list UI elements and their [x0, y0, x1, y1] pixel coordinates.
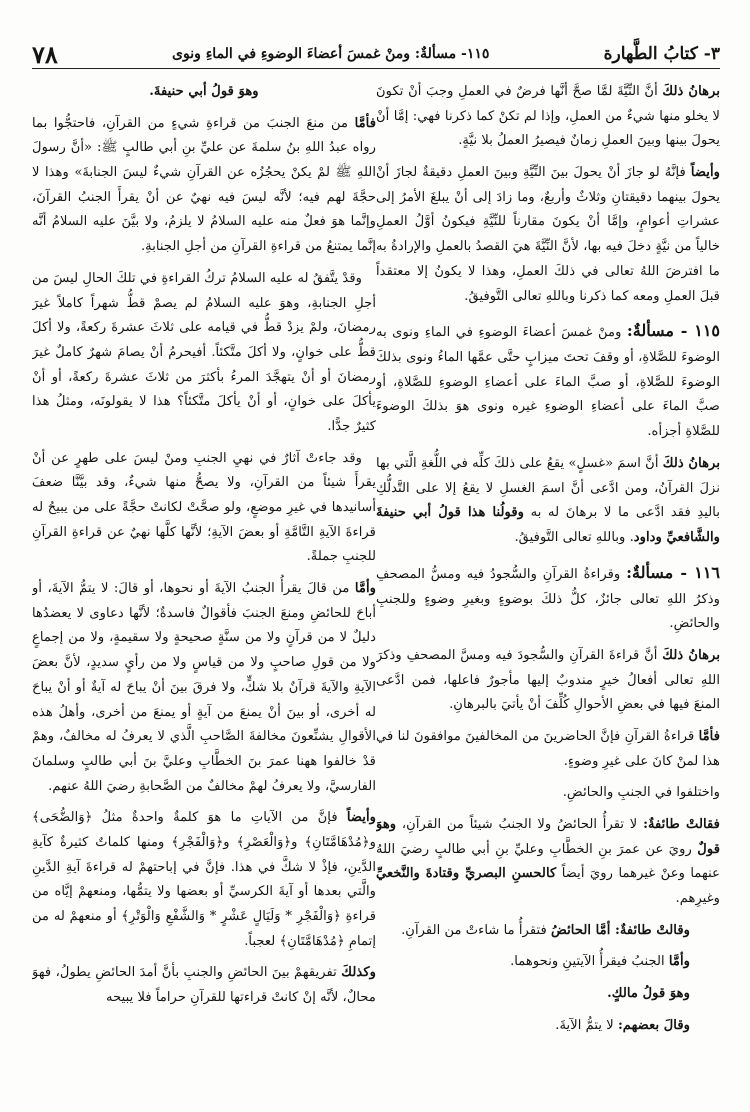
running-chapter-title: ٣- كتابُ الطَّهارة — [603, 44, 720, 64]
paragraph-lead: وقالتْ طائفةٌ: أمَّا الحائضُ — [550, 922, 690, 938]
right-column-paragraph — [376, 452, 720, 551]
paragraph-lead: فأمَّا — [354, 115, 376, 131]
scholar-names: وقولُنا هذا قولُ أبي حنيفةَ والشَّافعيِّ وداود — [376, 505, 720, 545]
paragraph-text: تفريقهمْ بينَ الحائضِ والجنبِ بأنَّ أمدَ الحائضِ يطولُ، فهوَ محالٌ، لأنَّه إنْ كانتْ قراءتها للقرآنِ حراماً فلا يبيحه — [32, 965, 376, 1006]
right-column-paragraph — [376, 781, 720, 806]
right-column — [376, 80, 720, 1090]
page-header — [32, 40, 720, 69]
left-column-paragraph — [32, 112, 376, 260]
paragraph-text: أنَّ اسمَ «غسلٍ» يقعُ على ذلكَ كلِّه في اللُّغةِ الَّتي بها نزلَ القرآنُ، ومن ادَّعى أنَّ اسمَ الغسلِ لا يقعُ إلا على التَّدلُّكِ باليدِ فقد ادَّعى ما لا برهانَ له به — [376, 455, 720, 521]
paragraph-lead: برهانُ ذلكَ — [662, 84, 720, 99]
right-column-paragraph — [376, 161, 720, 309]
scholar-names: كالحسنِ البصريِّ وقتادةَ والنَّخعيِّ — [376, 866, 557, 882]
issue-number: ١١٥ - مسألةٌ: — [626, 321, 720, 341]
left-column-paragraph — [32, 80, 376, 105]
paragraph-lead: برهانُ ذلكَ — [662, 455, 720, 471]
left-column-paragraph — [32, 806, 376, 954]
left-column-paragraph — [32, 267, 376, 440]
paragraph-lead: وهوَ قولٌ — [376, 817, 720, 857]
paragraph-text: الجنبُ فيقرأُ الآيتينِ ونحوهما. — [510, 954, 669, 970]
right-column-paragraph — [376, 316, 720, 445]
right-column-paragraph — [376, 558, 720, 637]
running-section-title: ١١٥- مسألةٌ: ومنْ غمسَ أعضاءَ الوضوءِ في الماءِ ونوى — [172, 46, 490, 62]
paragraph-text: من قالَ يقرأُ الجنبُ الآيةَ أو نحوها، أو قالَ: لا يتمُّ الآيةَ، أو أباحَ للحائضِ ومنعَ الجنبَ فأقوالٌ فاسدةٌ؛ لأنَّها دعاوى لا يعضدُها دليلٌ لا من قرآنٍ ولا من سنَّةٍ صحيحةٍ ولا سقيمةٍ، ولا من إجماعٍ ولا من قولِ صاحبٍ ولا من قياسٍ ولا من رأيٍ سديدٍ، لأنَّ بعضَ الآيةِ والآيةَ قرآنٌ بلا شكٍّ، ولا فرقَ بينَ أنْ يباحَ له آيةٌ أو أنْ يباحَ له أخرى، أو بينَ أنْ يمنعَ من آيةٍ أو يمنعَ من أخرى، وأهلُ هذه الأقوالِ يشنِّعونَ مخالفةَ الصَّاحبِ الَّذي لا يعرفُ له مخالفٌ، وهمْ قدْ خالفوا ههنا عمرَ بنَ الخطَّابِ وعليَّ بنَ أبي طالبٍ وسلمانَ الفارسيَّ، ولا يعرفُ لهمْ مخالفٌ من الصَّحابةِ رضيَ اللهُ عنهم. — [32, 581, 376, 794]
left-column-paragraph — [32, 577, 376, 799]
paragraph-lead: وأيضاً — [346, 810, 376, 826]
paragraph-lead: فقالتْ طائفةٌ: — [643, 817, 720, 832]
paragraph-text: فتقرأُ ما شاءتْ من القرآنِ. — [401, 922, 551, 938]
paragraph-text: وغيرِهم. — [675, 891, 720, 907]
right-column-paragraph — [376, 644, 720, 718]
page-number: ٧٨ — [32, 39, 58, 69]
issue-number: ١١٦ - مسألةٌ: — [626, 562, 720, 582]
paragraph-text: وقد جاءتْ آثارٌ في نهيِ الجنبِ ومنْ ليسَ على طهرٍ عن أنْ يقرأَ شيئاً من القرآنِ، ولا يصحُّ منها شيءٌ، وقد بيَّنَّا ضعفَ أسانيدها في غيرِ موضعٍ، ولو صحَّتْ لكانتْ حجَّةً على من يبيحُ له قراءةَ الآيةِ التَّامَّةِ أو بعضَ الآيةِ؛ لأنَّها كلَّها نهيٌ عن قراءةِ القرآنِ للجنبِ جملةً. — [32, 450, 376, 565]
paragraph-text: من منعَ الجنبَ من قراءةِ شيءٍ من القرآنِ، فاحتجُّوا بما رواه عبدُ اللهِ بنُ سلمةَ عن عليِّ بنِ أبي طالبٍ ﷺ: «أنَّ رسولَ اللهِ ﷺ لمْ يكنْ يحجُزُه عن القرآنِ شيءٌ ليسَ الجنابةَ» وهذا لا حجَّةَ لهم فيه؛ لأنَّه ليسَ فيه نهيٌ عن أنْ يقرأَ الجنبُ القرآنَ، وإنَّما هوَ فعلٌ منه عليه السلامُ لا يلزمُ، ولا بيَّنَ عليه السلامُ أنَّه إنَّما يمتنعُ من قراءةِ القرآنِ من أجلِ الجنابةِ. — [32, 115, 376, 255]
paragraph-lead: وأمَّا — [668, 954, 690, 970]
right-column-paragraph — [376, 982, 720, 1007]
right-column-paragraph — [376, 1014, 720, 1039]
left-column-paragraph — [32, 447, 376, 570]
paragraph-text: فإنَّهُ لو جازَ أنْ يحولَ بينَ النِّيَّةِ وبينَ العملِ دقيقةٌ لجازَ أنْ يحولَ بينهما دقيقتانِ وثلاثٌ وأربعٌ، وما زادَ إلى أنْ يبلغَ الأمرُ إلى عشراتِ أعوامٍ، وإمَّا أنْ يكونَ مقارناً للنِّيَّةِ فيكونُ أوَّلُ العملِ خالياً من نيَّةٍ دخلَ فيه بها، لأنَّ النِّيَّةَ هيَ القصدُ بالعملِ والإرادةُ به ما افترضَ اللهُ تعالى في ذلكَ العملِ، وهذا لا يكونُ إلا معتقداً قبلَ العملِ ومعه كما ذكرنا وباللهِ تعالى التَّوفيقُ. — [376, 165, 720, 304]
left-column — [32, 80, 376, 1090]
paragraph-text: لا تقرأُ الحائضُ ولا الجنبُ شيئاً من القرآنِ، — [396, 817, 644, 832]
paragraph-lead: فأمَّا — [698, 728, 720, 744]
right-column-paragraph — [376, 813, 720, 912]
right-column-paragraph — [376, 80, 720, 154]
paragraph-lead: وهوَ قولُ مالكٍ. — [607, 986, 690, 1002]
paragraph-lead: وهوَ قولُ أبي حنيفةَ. — [149, 84, 259, 99]
right-column-paragraph — [376, 950, 720, 975]
paragraph-lead: برهانُ ذلكَ — [662, 647, 720, 663]
paragraph-text: واختلفوا في الجنبِ والحائضِ. — [562, 785, 720, 801]
left-column-paragraph — [32, 961, 376, 1010]
paragraph-text: أنَّ قراءةَ القرآنِ والسُّجودَ فيه ومسَّ المصحفِ وذكرَ اللهِ تعالى أفعالُ خيرٍ مندوبٌ إليها مأجورٌ فاعلها، فمن ادَّعى المنعَ فيها في بعضِ الأحوالِ كُلِّفَ أنْ يأتيَ بالبرهانِ. — [376, 647, 720, 713]
paragraph-lead: وقالَ بعضهم: — [617, 1017, 690, 1033]
paragraph-text: قراءةُ القرآنِ فإنَّ الحاضرينَ من المخالفينَ موافقونَ لنا في هذا لمنْ كانَ على غيرِ وضوءٍ. — [376, 728, 720, 769]
right-column-paragraph — [376, 725, 720, 774]
paragraph-text: أنَّ النِّيَّةَ لمَّا صحَّ أنَّها فرضٌ في العملِ وجبَ أنْ تكونَ لا يخلو منها شيءٌ من العملِ، وإذا لم تكنْ كما ذكرنا فهي: إمَّا أنْ يحولَ بينها وبينَ العملِ زمانٌ فيصيرُ العملُ بلا نيَّةٍ. — [376, 84, 720, 149]
paragraph-text: ومنْ غمسَ أعضاءَ الوضوءِ في الماءِ ونوى به الوضوءَ للصَّلاةِ، أو وقفَ تحتَ ميزابٍ حتَّى عمَّها الماءُ ونوى بذلكَ الوضوءَ للصَّلاةِ، أو صبَّ الماءَ على أعضاءِ الوضوءِ للصَّلاةِ، أو صبَّ الماءَ على أعضاءِ الوضوءِ غيره ونوى هوَ بذلكَ الوضوءَ للصَّلاةِ أجزأه. — [376, 325, 720, 440]
paragraph-lead: وكذلكَ — [341, 965, 376, 981]
paragraph-text: وقراءةُ القرآنِ والسُّجودُ فيه ومسُّ المصحفِ وذكرُ اللهِ تعالى جائزٌ، كلُّ ذلكَ بوضوءٍ وبغيرِ وضوءٍ وللجنبِ والحائضِ. — [376, 566, 720, 632]
paragraph-text: فإنَّ من الآياتِ ما هوَ كلمةٌ واحدةٌ مثلُ ﴿وَالضُّحَى﴾ و﴿مُدْهَامَّتَانِ﴾ و﴿وَالْعَصْرِ﴾ و﴿وَالْفَجْرِ﴾ ومنها كلماتٌ كثيرةٌ كآيةِ الدَّينِ، فإذْ لا شكَّ في هذا. فإنَّ في إباحتهمْ له قراءةَ آيةِ الدَّينِ والَّتي بعدها أو آيةَ الكرسيِّ أو بعضها ولا يتمُّها، ومنعهمْ إيَّاه من قراءةِ ﴿وَالْفَجْرِ * وَلَيَالٍ عَشْرٍ * وَالشَّفْعِ وَالْوَتْرِ﴾ أو منعهمْ له من إتمامِ ﴿مُدْهَامَّتَانِ﴾ لعجباً. — [32, 810, 376, 949]
paragraph-lead: وأيضاً — [690, 165, 720, 181]
paragraph-text: لا يتمُّ الآيةَ. — [555, 1017, 618, 1033]
right-column-paragraph — [376, 919, 720, 944]
paragraph-lead: وأمَّا — [354, 581, 376, 597]
paragraph-text: . وباللهِ تعالى التَّوفيقُ. — [514, 529, 634, 545]
paragraph-text: وقدْ يتَّفقُ له عليه السلامُ تركُ القراءةِ في تلكَ الحالِ ليسَ من أجلِ الجنابةِ، وهوَ عليه السلامُ لم يصمْ قطُّ شهراً كاملاً غيرَ رمضانَ، ولمْ يزدْ قطُّ في قيامه على ثلاثَ عشرةَ ركعةً، ولا أكلَ قطُّ على خوانٍ، ولا أكلَ متَّكئاً. أفيحرمُ أنْ يصامَ شهرٌ كاملٌ غيرَ رمضانَ أو أنْ يتهجَّدَ المرءُ بأكثرَ من ثلاثَ عشرةَ ركعةً، أو أنْ يأكلَ على خوانٍ، أو أنْ يأكلَ متَّكئاً؟ هذا لا يقولونَه، ومثلُ هذا كثيرٌ جدًّا. — [32, 270, 376, 434]
paragraph-text: رويَ عن عمرَ بنِ الخطَّابِ وعليِّ بنِ أبي طالبٍ رضيَ اللهُ عنهما وعنْ غيرهما رويَ أيضاً — [376, 841, 720, 882]
